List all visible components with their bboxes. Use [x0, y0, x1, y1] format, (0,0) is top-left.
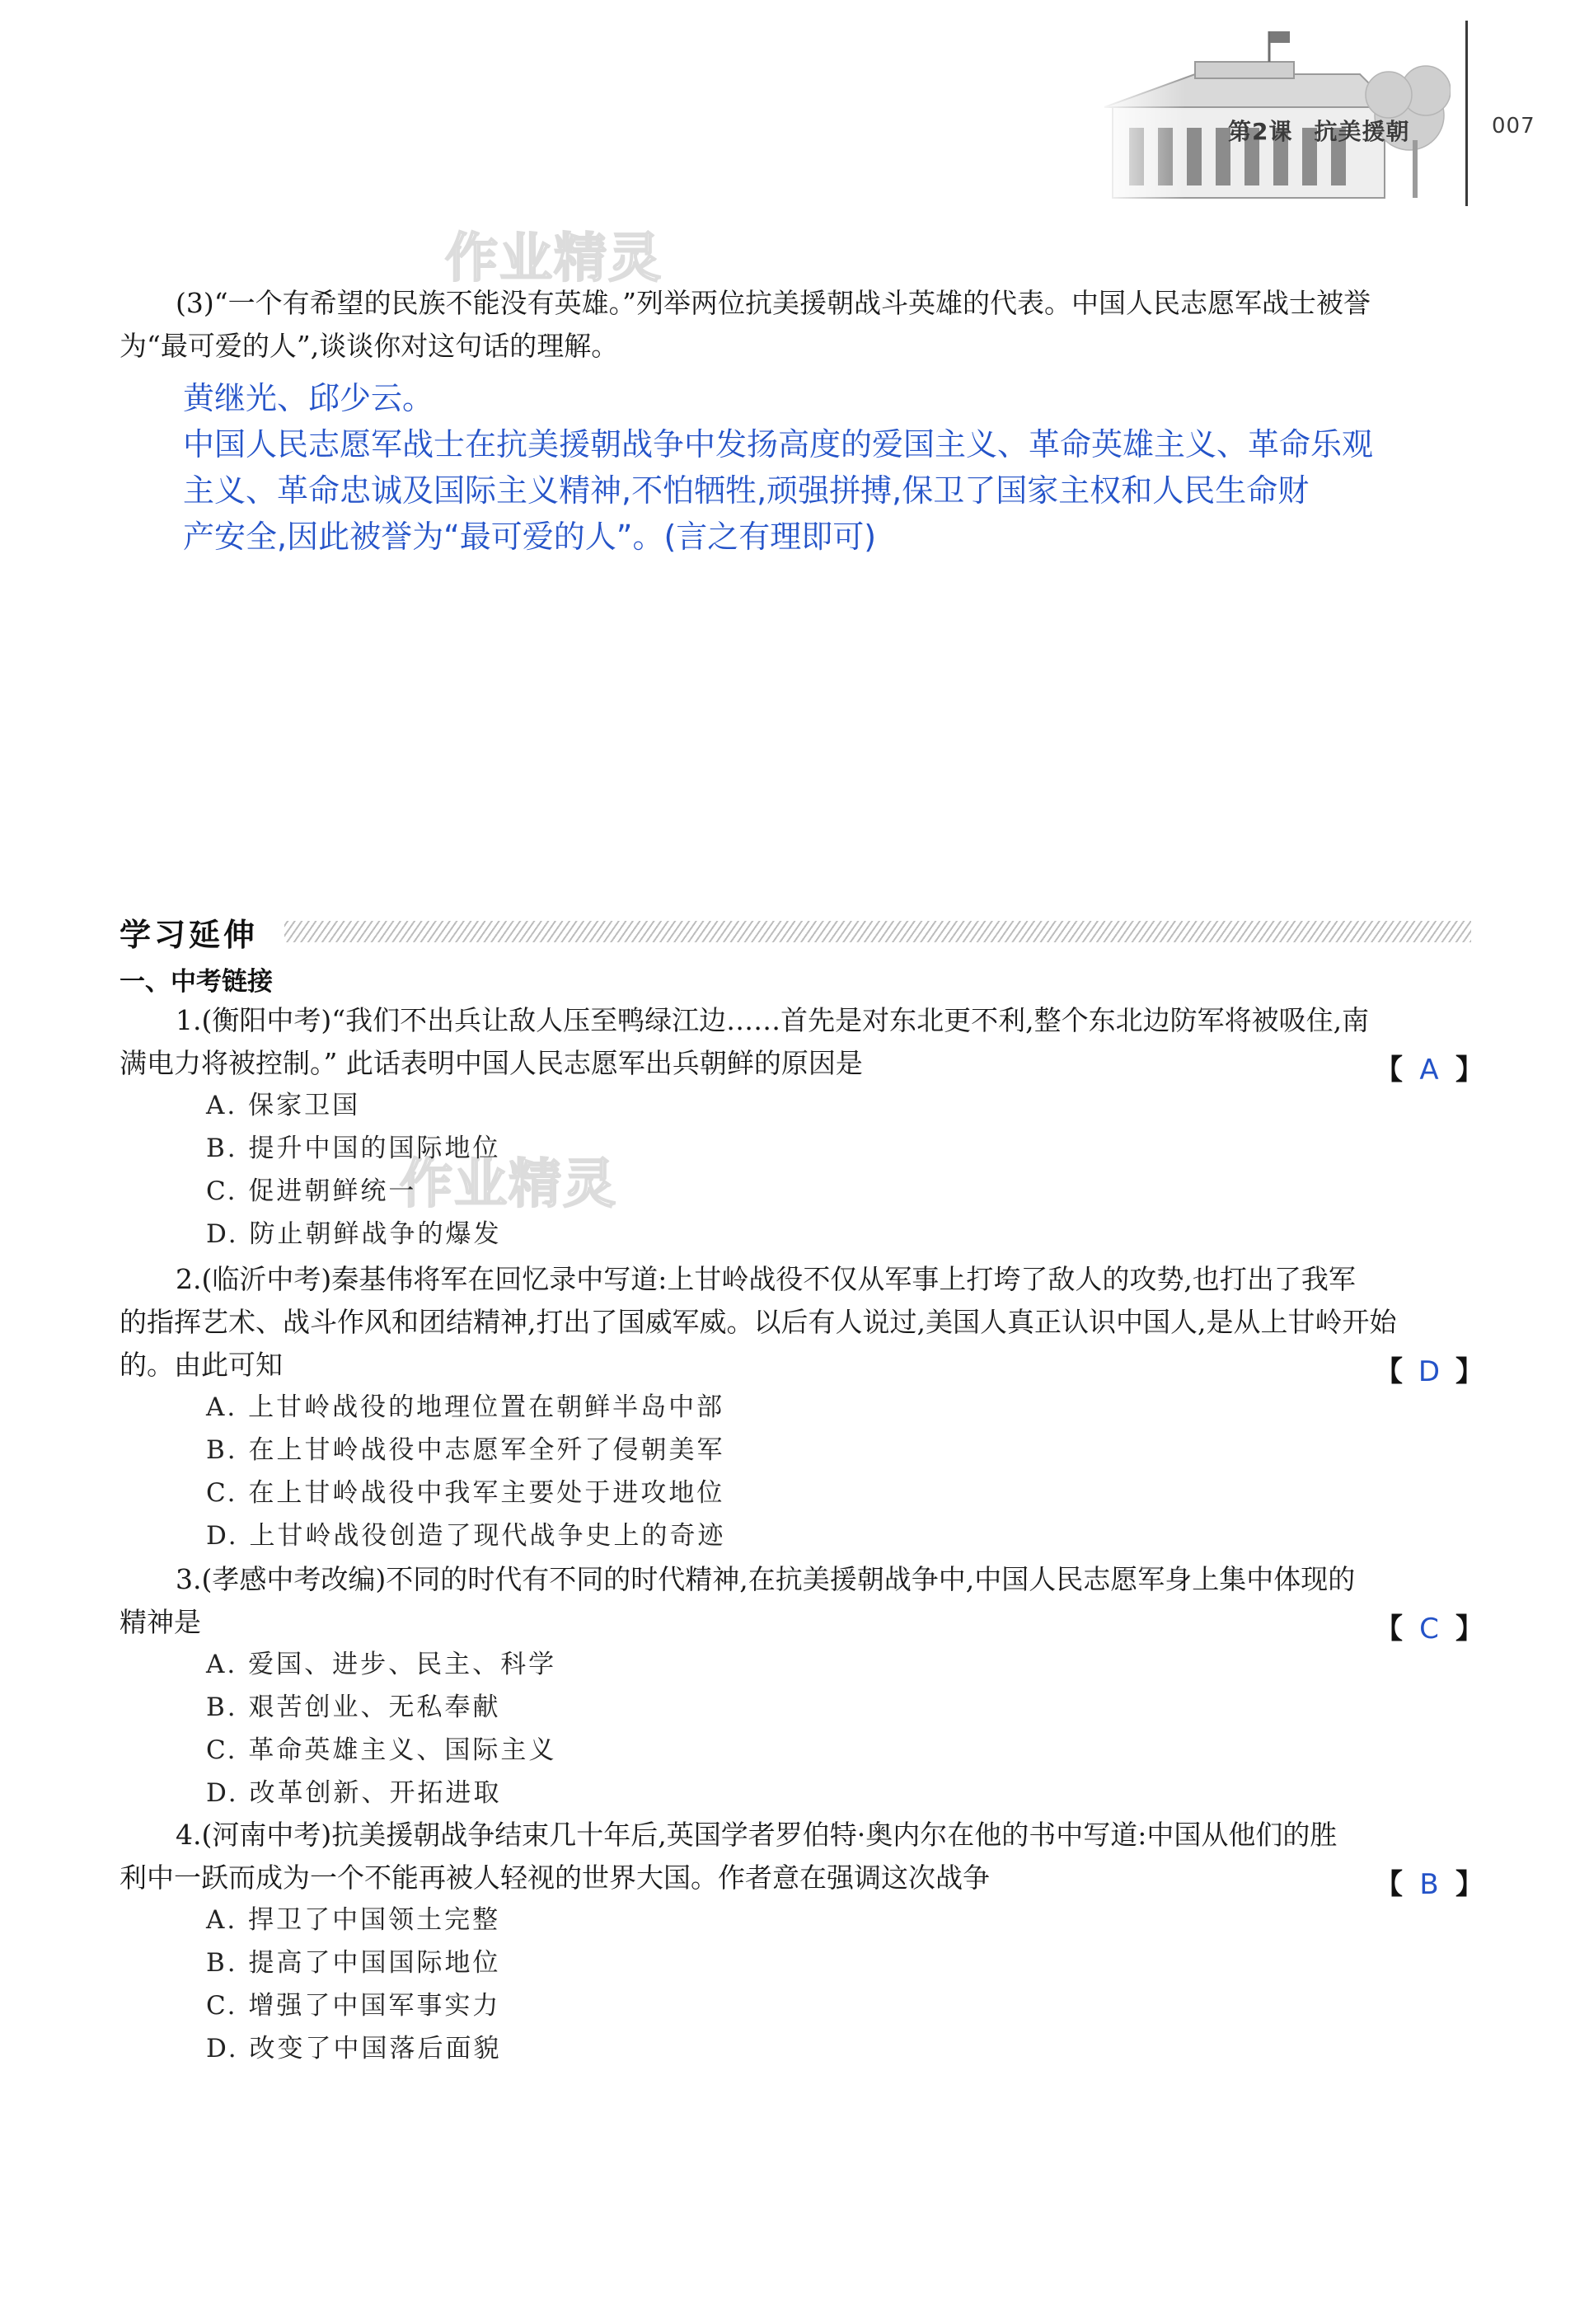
answer-3-line-4: 产安全,因此被誉为“最可爱的人”。(言之有理即可)	[183, 519, 877, 555]
q3-option-a: A. 爱国、进步、民主、科学	[206, 1650, 557, 1679]
q1-answer: A	[1419, 1054, 1439, 1087]
q4-answer-bracket: 【 B 】	[1375, 1868, 1484, 1901]
q2-answer: D	[1418, 1355, 1441, 1388]
subsection-title: 一、中考链接	[120, 967, 273, 997]
q3-line-2: 精神是	[120, 1606, 201, 1638]
question-3-line-2: 为“最可爱的人”,谈谈你对这句话的理解。	[120, 330, 619, 362]
q2-line-1: 2.(临沂中考)秦基伟将军在回忆录中写道:上甘岭战役不仅从军事上打垮了敌人的攻势,也打出了我军	[176, 1263, 1356, 1295]
q1-answer-bracket: 【 A 】	[1375, 1054, 1484, 1087]
q2-line-2: 的指挥艺术、战斗作风和团结精神,打出了国威军威。以后有人说过,美国人真正认识中国人,是从上甘岭开始	[120, 1306, 1397, 1338]
q1-line-1: 1.(衡阳中考)“我们不出兵让敌人压至鸭绿江边……首先是对东北更不利,整个东北边防军将被吸住,南	[176, 1004, 1370, 1036]
answer-3-line-2: 中国人民志愿军战士在抗美援朝战争中发扬高度的爱国主义、革命英雄主义、革命乐观	[183, 426, 1374, 462]
q3-option-c: C. 革命英雄主义、国际主义	[206, 1735, 557, 1765]
question-3-line-1: (3)“一个有希望的民族不能没有英雄。”列举两位抗美援朝战斗英雄的代表。中国人民志愿军战士被誉	[176, 287, 1371, 319]
q4-line-2: 利中一跃而成为一个不能再被人轻视的世界大国。作者意在强调这次战争	[120, 1862, 990, 1894]
lesson-title: 抗美援朝	[1314, 118, 1410, 145]
page-number: 007	[1492, 114, 1535, 139]
q1-option-b: B. 提升中国的国际地位	[206, 1134, 501, 1163]
q2-option-b: B. 在上甘岭战役中志愿军全歼了侵朝美军	[206, 1435, 725, 1465]
watermark: 作业精灵	[400, 1154, 617, 1215]
q4-option-b: B. 提高了中国国际地位	[206, 1948, 501, 1978]
q1-option-a: A. 保家卫国	[206, 1091, 361, 1120]
q1-line-2: 满电力将被控制。” 此话表明中国人民志愿军出兵朝鲜的原因是	[120, 1047, 863, 1079]
q2-answer-bracket: 【 D 】	[1375, 1355, 1484, 1388]
q1-option-c: C. 促进朝鲜统一	[206, 1176, 417, 1206]
q4-answer: B	[1419, 1868, 1439, 1901]
header-building-illustration	[1096, 16, 1451, 206]
q4-line-1: 4.(河南中考)抗美援朝战争结束几十年后,英国学者罗伯特·奥内尔在他的书中写道:中国从他们的胜	[176, 1819, 1338, 1851]
q3-answer-bracket: 【 C 】	[1375, 1613, 1484, 1646]
header-divider	[1465, 21, 1468, 206]
q2-option-d: D. 上甘岭战役创造了现代战争史上的奇迹	[206, 1521, 726, 1551]
q3-answer: C	[1419, 1613, 1439, 1646]
q3-option-b: B. 艰苦创业、无私奉献	[206, 1693, 501, 1722]
section-title: 学习延伸	[120, 917, 259, 953]
q4-option-a: A. 捍卫了中国领土完整	[206, 1905, 501, 1935]
q3-option-d: D. 改革创新、开拓进取	[206, 1778, 502, 1808]
q2-option-c: C. 在上甘岭战役中我军主要处于进攻地位	[206, 1478, 725, 1508]
section-title-bar	[284, 921, 1471, 942]
q2-line-3: 的。由此可知	[120, 1349, 283, 1381]
q4-option-c: C. 增强了中国军事实力	[206, 1991, 501, 2021]
watermark: 作业精灵	[445, 228, 663, 289]
q1-option-d: D. 防止朝鲜战争的爆发	[206, 1219, 502, 1249]
q4-option-d: D. 改变了中国落后面貌	[206, 2034, 502, 2063]
lesson-number: 第2课	[1228, 118, 1293, 145]
q3-line-1: 3.(孝感中考改编)不同的时代有不同的时代精神,在抗美援朝战争中,中国人民志愿军身上集中体现的	[176, 1563, 1356, 1595]
q2-option-a: A. 上甘岭战役的地理位置在朝鲜半岛中部	[206, 1392, 725, 1422]
answer-3-line-3: 主义、革命忠诚及国际主义精神,不怕牺牲,顽强拼搏,保卫了国家主权和人民生命财	[183, 472, 1310, 509]
lesson-header	[1228, 114, 1410, 147]
answer-3-line-1: 黄继光、邱少云。	[183, 380, 434, 416]
